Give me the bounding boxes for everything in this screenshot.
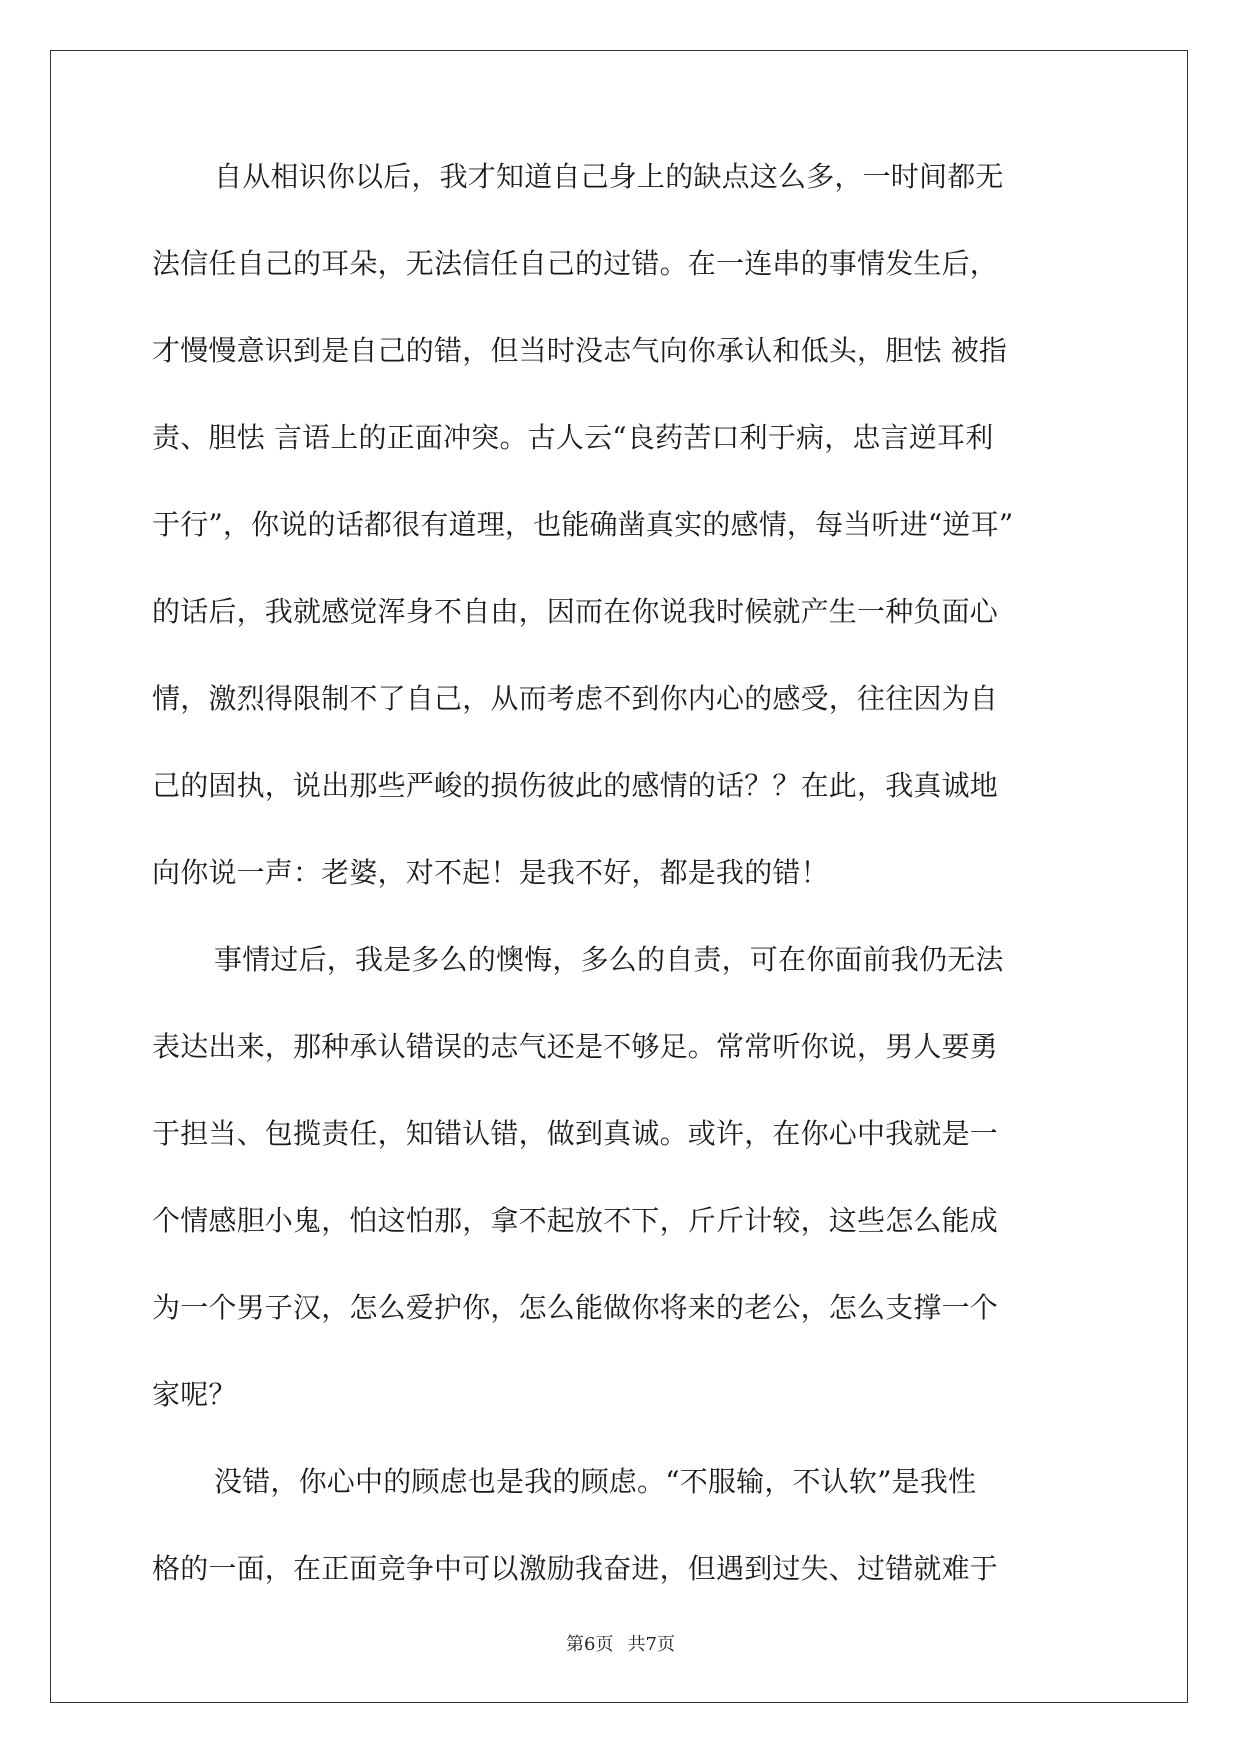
paragraph-line: 的话后，我就感觉浑身不自由，因而在你说我时候就产生一种负面心 bbox=[152, 595, 999, 628]
paragraph-line: 个情感胆小鬼，怕这怕那，拿不起放不下，斤斤计较，这些怎么能成 bbox=[152, 1204, 999, 1237]
page-number: 第6页 bbox=[566, 1634, 614, 1655]
paragraph-line: 向你说一声：老婆，对不起！是我不好，都是我的错！ bbox=[152, 856, 829, 889]
paragraph-line: 法信任自己的耳朵，无法信任自己的过错。在一连串的事情发生后， bbox=[152, 247, 999, 280]
paragraph-line: 责、胆怯 言语上的正面冲突。古人云“良药苦口利于病，忠言逆耳利 bbox=[152, 421, 994, 454]
paragraph-line: 没错，你心中的顾虑也是我的顾虑。“不服输，不认软”是我性 bbox=[214, 1465, 977, 1498]
document-body bbox=[152, 158, 1088, 1588]
paragraph-line: 家呢？ bbox=[152, 1378, 237, 1411]
page-total: 共7页 bbox=[627, 1634, 675, 1655]
paragraph-line: 表达出来，那种承认错误的志气还是不够足。常常听你说，男人要勇 bbox=[152, 1030, 999, 1063]
paragraph-line: 情，激烈得限制不了自己，从而考虑不到你内心的感受，往往因为自 bbox=[152, 682, 999, 715]
paragraph-line: 自从相识你以后，我才知道自己身上的缺点这么多，一时间都无 bbox=[214, 160, 1004, 193]
paragraph-line: 事情过后，我是多么的懊悔，多么的自责，可在你面前我仍无法 bbox=[214, 943, 1004, 976]
paragraph-line: 于担当、包揽责任，知错认错，做到真诚。或许，在你心中我就是一 bbox=[152, 1117, 999, 1150]
paragraph-line: 于行”，你说的话都很有道理，也能确凿真实的感情，每当听进“逆耳” bbox=[152, 508, 1014, 541]
paragraph-line: 格的一面，在正面竞争中可以激励我奋进，但遇到过失、过错就难于 bbox=[152, 1552, 999, 1585]
paragraph-line: 己的固执，说出那些严峻的损伤彼此的感情的话？？在此，我真诚地 bbox=[152, 769, 999, 802]
paragraph-line: 才慢慢意识到是自己的错，但当时没志气向你承认和低头，胆怯 被指 bbox=[152, 334, 1008, 367]
page-footer bbox=[0, 1630, 1241, 1656]
paragraph-line: 为一个男子汉，怎么爱护你，怎么能做你将来的老公，怎么支撑一个 bbox=[152, 1291, 999, 1324]
